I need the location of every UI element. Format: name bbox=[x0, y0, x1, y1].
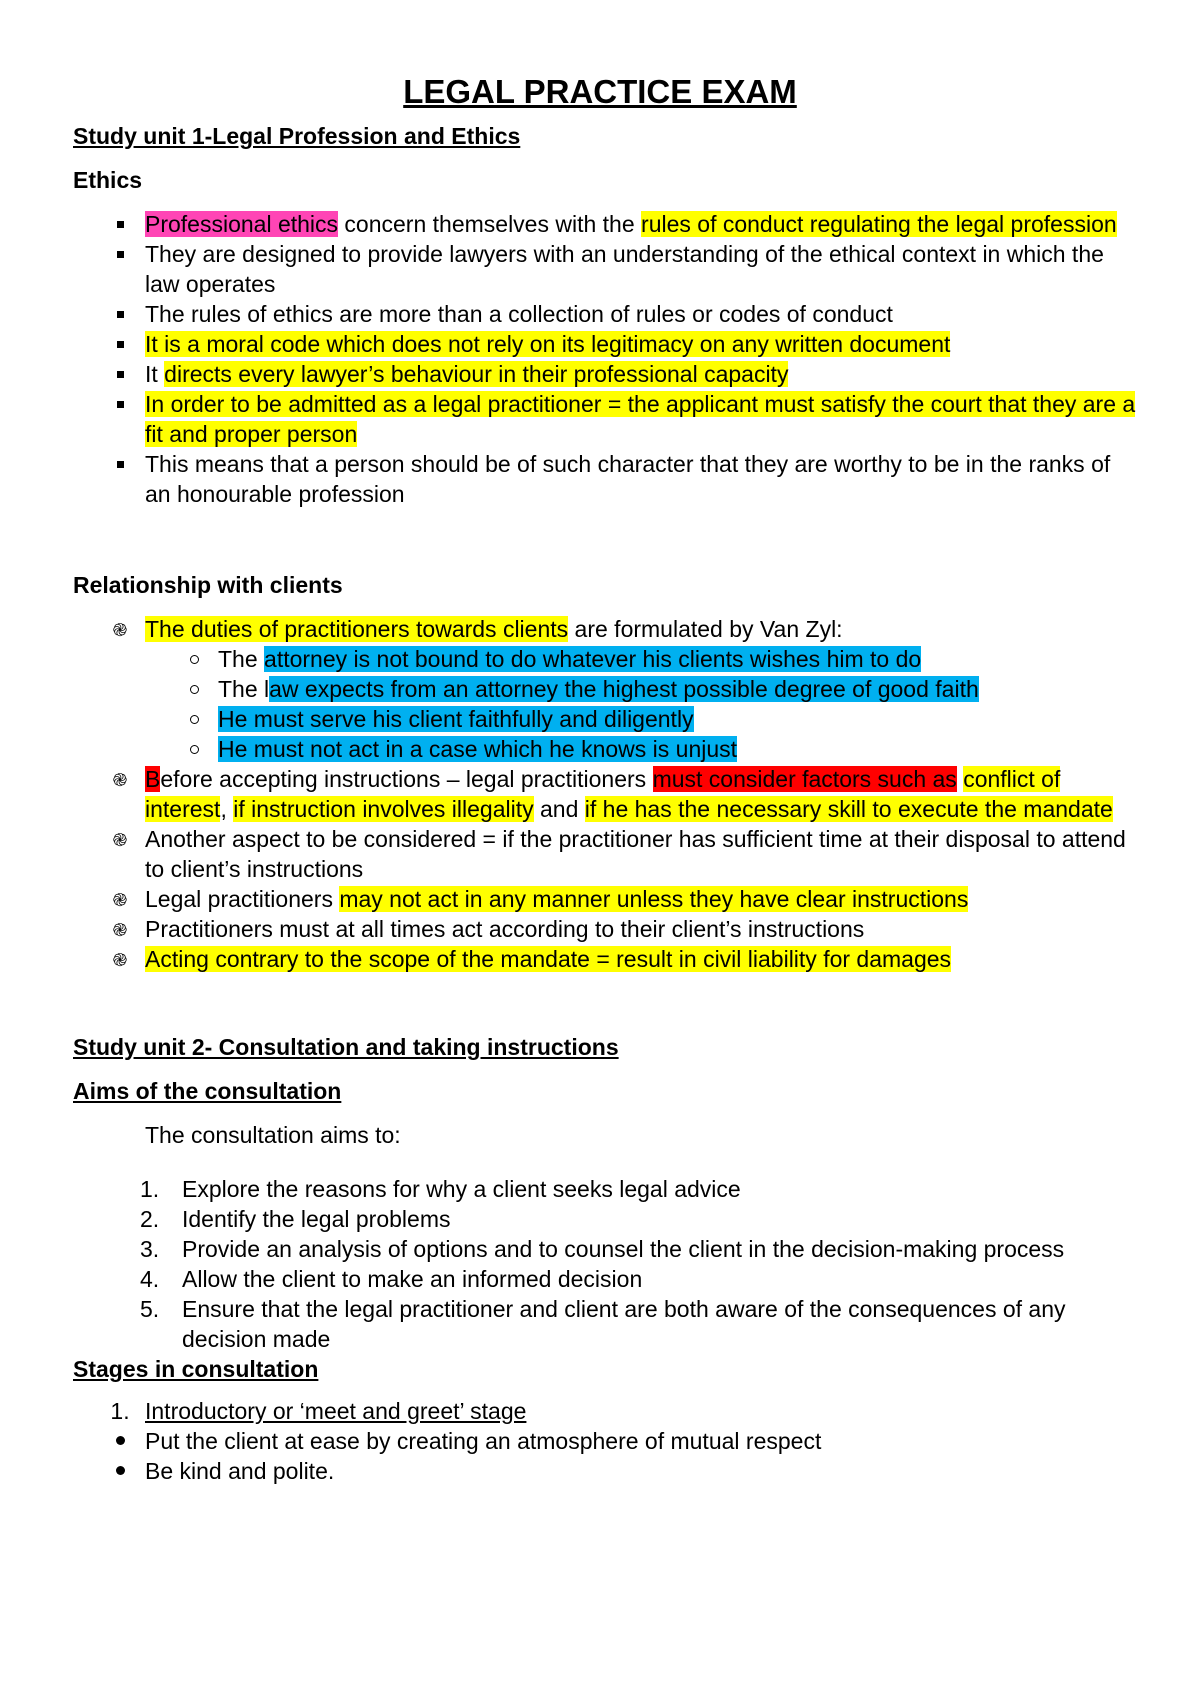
dot-bullet-icon bbox=[108, 1426, 132, 1456]
circle-bullet-icon bbox=[182, 704, 206, 734]
highlighted-text: He must serve his client faithfully and diligently bbox=[218, 706, 694, 732]
list-number: 2. bbox=[140, 1206, 160, 1232]
list-item bbox=[0, 674, 1200, 704]
highlighted-text: directs every lawyer’s behaviour in their professional capacity bbox=[164, 361, 789, 387]
item-text: Practitioners must at all times act according to their client’s instructions bbox=[145, 916, 865, 942]
list-item bbox=[0, 329, 1200, 359]
item-text: Explore the reasons for why a client seeks legal advice bbox=[182, 1176, 741, 1202]
list-item bbox=[0, 734, 1200, 764]
list-item bbox=[0, 449, 1200, 509]
highlighted-text: aw expects from an attorney the highest possible degree of good faith bbox=[269, 676, 979, 702]
item-text: are formulated by Van Zyl: bbox=[568, 616, 843, 642]
list-item bbox=[0, 704, 1200, 734]
highlighted-text: if he has the necessary skill to execute the mandate bbox=[584, 796, 1113, 822]
list-item bbox=[0, 824, 1200, 884]
clients-heading: Relationship with clients bbox=[73, 572, 343, 598]
item-text: Be kind and polite. bbox=[145, 1458, 335, 1484]
square-bullet-icon bbox=[108, 299, 132, 329]
clients-list-continued bbox=[0, 764, 1200, 974]
list-item bbox=[0, 914, 1200, 944]
stages-heading: Stages in consultation bbox=[73, 1356, 319, 1382]
item-text: concern themselves with the bbox=[338, 211, 642, 237]
square-bullet-icon bbox=[108, 209, 132, 239]
aims-intro: The consultation aims to: bbox=[145, 1122, 401, 1148]
square-bullet-icon bbox=[108, 359, 132, 389]
list-item bbox=[0, 1426, 1200, 1456]
square-bullet-icon bbox=[108, 449, 132, 479]
item-text: The bbox=[218, 646, 265, 672]
list-item bbox=[0, 299, 1200, 329]
item-text: Another aspect to be considered = if the practitioner has sufficient time at their disposal to attend to client’s instructions bbox=[145, 826, 1126, 882]
stage-title: Introductory or ‘meet and greet’ stage bbox=[145, 1398, 527, 1424]
list-item bbox=[0, 1174, 1200, 1204]
list-item bbox=[0, 764, 1200, 824]
item-text: Allow the client to make an informed decision bbox=[182, 1266, 643, 1292]
list-number: 1. bbox=[140, 1176, 160, 1202]
stages-list bbox=[0, 1396, 1200, 1486]
highlighted-text: B bbox=[145, 766, 161, 792]
square-bullet-icon bbox=[108, 389, 132, 419]
item-text: , bbox=[220, 796, 234, 822]
highlighted-text: conflict of interest bbox=[145, 766, 1061, 822]
highlighted-text: Acting contrary to the scope of the mandate = result in civil liability for damages bbox=[145, 946, 952, 972]
list-item bbox=[0, 1234, 1200, 1264]
list-number: 1. bbox=[110, 1398, 130, 1424]
square-bullet-icon bbox=[108, 329, 132, 359]
item-text: Identify the legal problems bbox=[182, 1206, 451, 1232]
unit1-heading: Study unit 1-Legal Profession and Ethics bbox=[73, 123, 521, 149]
swirl-bullet-icon: ֎ bbox=[112, 770, 128, 791]
item-text: The l bbox=[218, 676, 270, 702]
list-item bbox=[0, 644, 1200, 674]
dot-bullet-icon bbox=[108, 1456, 132, 1486]
aims-heading: Aims of the consultation bbox=[73, 1078, 342, 1104]
item-text: It bbox=[145, 361, 165, 387]
highlighted-text: if instruction involves illegality bbox=[233, 796, 534, 822]
swirl-bullet-icon: ֎ bbox=[112, 890, 128, 911]
page-title: LEGAL PRACTICE EXAM bbox=[403, 73, 797, 110]
highlighted-text: attorney is not bound to do whatever his clients wishes him to do bbox=[264, 646, 922, 672]
highlighted-text: rules of conduct regulating the legal profession bbox=[641, 211, 1117, 237]
list-item bbox=[0, 944, 1200, 974]
list-item bbox=[0, 239, 1200, 299]
circle-bullet-icon bbox=[182, 674, 206, 704]
swirl-bullet-icon: ֎ bbox=[112, 830, 128, 851]
list-number: 5. bbox=[140, 1296, 160, 1322]
list-item bbox=[0, 389, 1200, 449]
swirl-bullet-icon: ֎ bbox=[112, 620, 128, 641]
item-text: Legal practitioners bbox=[145, 886, 340, 912]
list-number: 3. bbox=[140, 1236, 160, 1262]
list-item bbox=[0, 209, 1200, 239]
unit2-heading: Study unit 2- Consultation and taking instructions bbox=[73, 1034, 619, 1060]
item-text: This means that a person should be of such character that they are worthy to be in the ranks of an honourable profession bbox=[145, 451, 1111, 507]
swirl-bullet-icon: ֎ bbox=[112, 920, 128, 941]
item-text: and bbox=[533, 796, 585, 822]
list-item bbox=[0, 1204, 1200, 1234]
list-item bbox=[0, 614, 1200, 644]
ethics-heading: Ethics bbox=[73, 167, 143, 193]
clients-sub-list bbox=[0, 644, 1200, 764]
highlighted-text: In order to be admitted as a legal practitioner = the applicant must satisfy the court that they are a fit and proper person bbox=[145, 391, 1136, 447]
highlighted-text: must consider factors such as bbox=[652, 766, 957, 792]
item-text: efore accepting instructions – legal practitioners bbox=[160, 766, 653, 792]
highlighted-text: The duties of practitioners towards clients bbox=[145, 616, 569, 642]
circle-bullet-icon bbox=[182, 734, 206, 764]
item-text: The rules of ethics are more than a collection of rules or codes of conduct bbox=[145, 301, 893, 327]
list-item bbox=[0, 1294, 1200, 1354]
item-text: Ensure that the legal practitioner and client are both aware of the consequences of any decision made bbox=[182, 1296, 1066, 1352]
highlighted-text: may not act in any manner unless they have clear instructions bbox=[339, 886, 969, 912]
aims-list bbox=[0, 1174, 1200, 1354]
highlighted-text: He must not act in a case which he knows is unjust bbox=[218, 736, 738, 762]
list-item bbox=[0, 1396, 1200, 1426]
list-item bbox=[0, 1264, 1200, 1294]
square-bullet-icon bbox=[108, 239, 132, 269]
ethics-list bbox=[0, 209, 1200, 509]
highlighted-text: Professional ethics bbox=[145, 211, 339, 237]
item-text: Put the client at ease by creating an atmosphere of mutual respect bbox=[145, 1428, 822, 1454]
circle-bullet-icon bbox=[182, 644, 206, 674]
list-item bbox=[0, 1456, 1200, 1486]
list-number: 4. bbox=[140, 1266, 160, 1292]
item-text: They are designed to provide lawyers with an understanding of the ethical context in which the law operates bbox=[145, 241, 1104, 297]
swirl-bullet-icon: ֎ bbox=[112, 950, 128, 971]
item-text: Provide an analysis of options and to counsel the client in the decision-making process bbox=[182, 1236, 1065, 1262]
highlighted-text: It is a moral code which does not rely on its legitimacy on any written document bbox=[145, 331, 951, 357]
list-item bbox=[0, 359, 1200, 389]
clients-list bbox=[0, 614, 1200, 644]
list-item bbox=[0, 884, 1200, 914]
